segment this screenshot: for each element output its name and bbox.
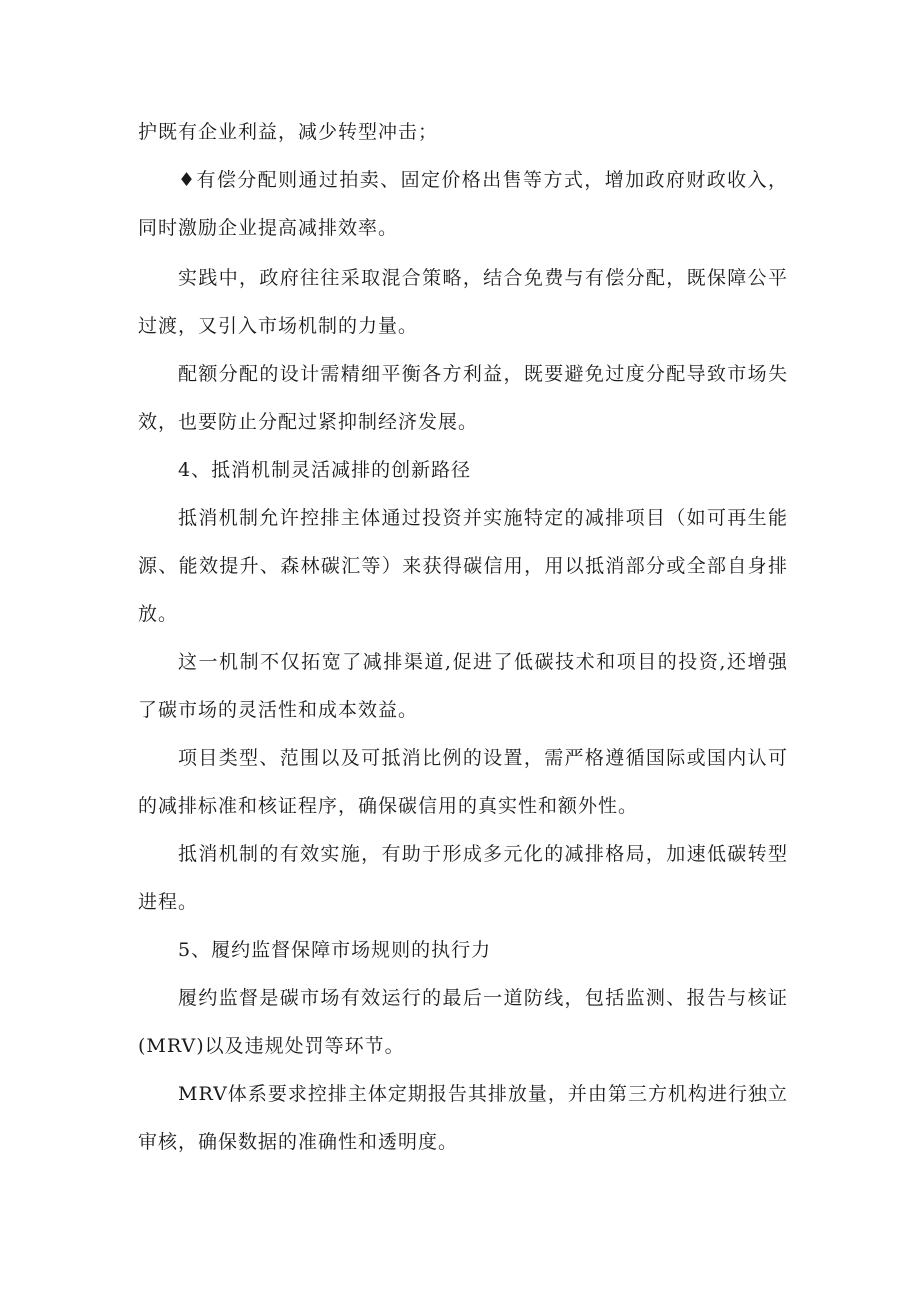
paragraph-paid-allocation: ♦有偿分配则通过拍卖、固定价格出售等方式，增加政府财政收入，同时激励企业提高减排效率。: [138, 169, 788, 239]
paragraph-mixed-strategy: 实践中，政府往往采取混合策略，结合免费与有偿分配，既保障公平过渡，又引入市场机制的力量。: [138, 267, 788, 337]
paragraph-offset-implementation: 抵消机制的有效实施，有助于形成多元化的减排格局，加速低碳转型进程。: [138, 843, 788, 913]
paragraph-quota-design: 配额分配的设计需精细平衡各方利益，既要避免过度分配导致市场失效，也要防止分配过紧抑制经济发展。: [138, 363, 788, 433]
paragraph-offset-benefits: 这一机制不仅拓宽了减排渠道,促进了低碳技术和项目的投资,还增强了碳市场的灵活性和成本效益。: [138, 651, 788, 721]
paragraph-project-standards: 项目类型、范围以及可抵消比例的设置，需严格遵循国际或国内认可的减排标准和核证程序，确保碳信用的真实性和额外性。: [138, 747, 788, 817]
section-heading-compliance-supervision: 5、履约监督保障市场规则的执行力: [178, 939, 492, 961]
section-heading-offset-mechanism: 4、抵消机制灵活减排的创新路径: [178, 459, 472, 481]
paragraph-continuation: 护既有企业利益，减少转型冲击；: [138, 121, 439, 143]
paragraph-mrv-system: MRV体系要求控排主体定期报告其排放量，并由第三方机构进行独立审核，确保数据的准确性和透明度。: [138, 1083, 788, 1153]
paragraph-compliance-definition: 履约监督是碳市场有效运行的最后一道防线，包括监测、报告与核证(MRV)以及违规处罚等环节。: [138, 987, 788, 1057]
paragraph-offset-definition: 抵消机制允许控排主体通过投资并实施特定的减排项目（如可再生能源、能效提升、森林碳汇等）来获得碳信用，用以抵消部分或全部自身排放。: [138, 507, 788, 625]
